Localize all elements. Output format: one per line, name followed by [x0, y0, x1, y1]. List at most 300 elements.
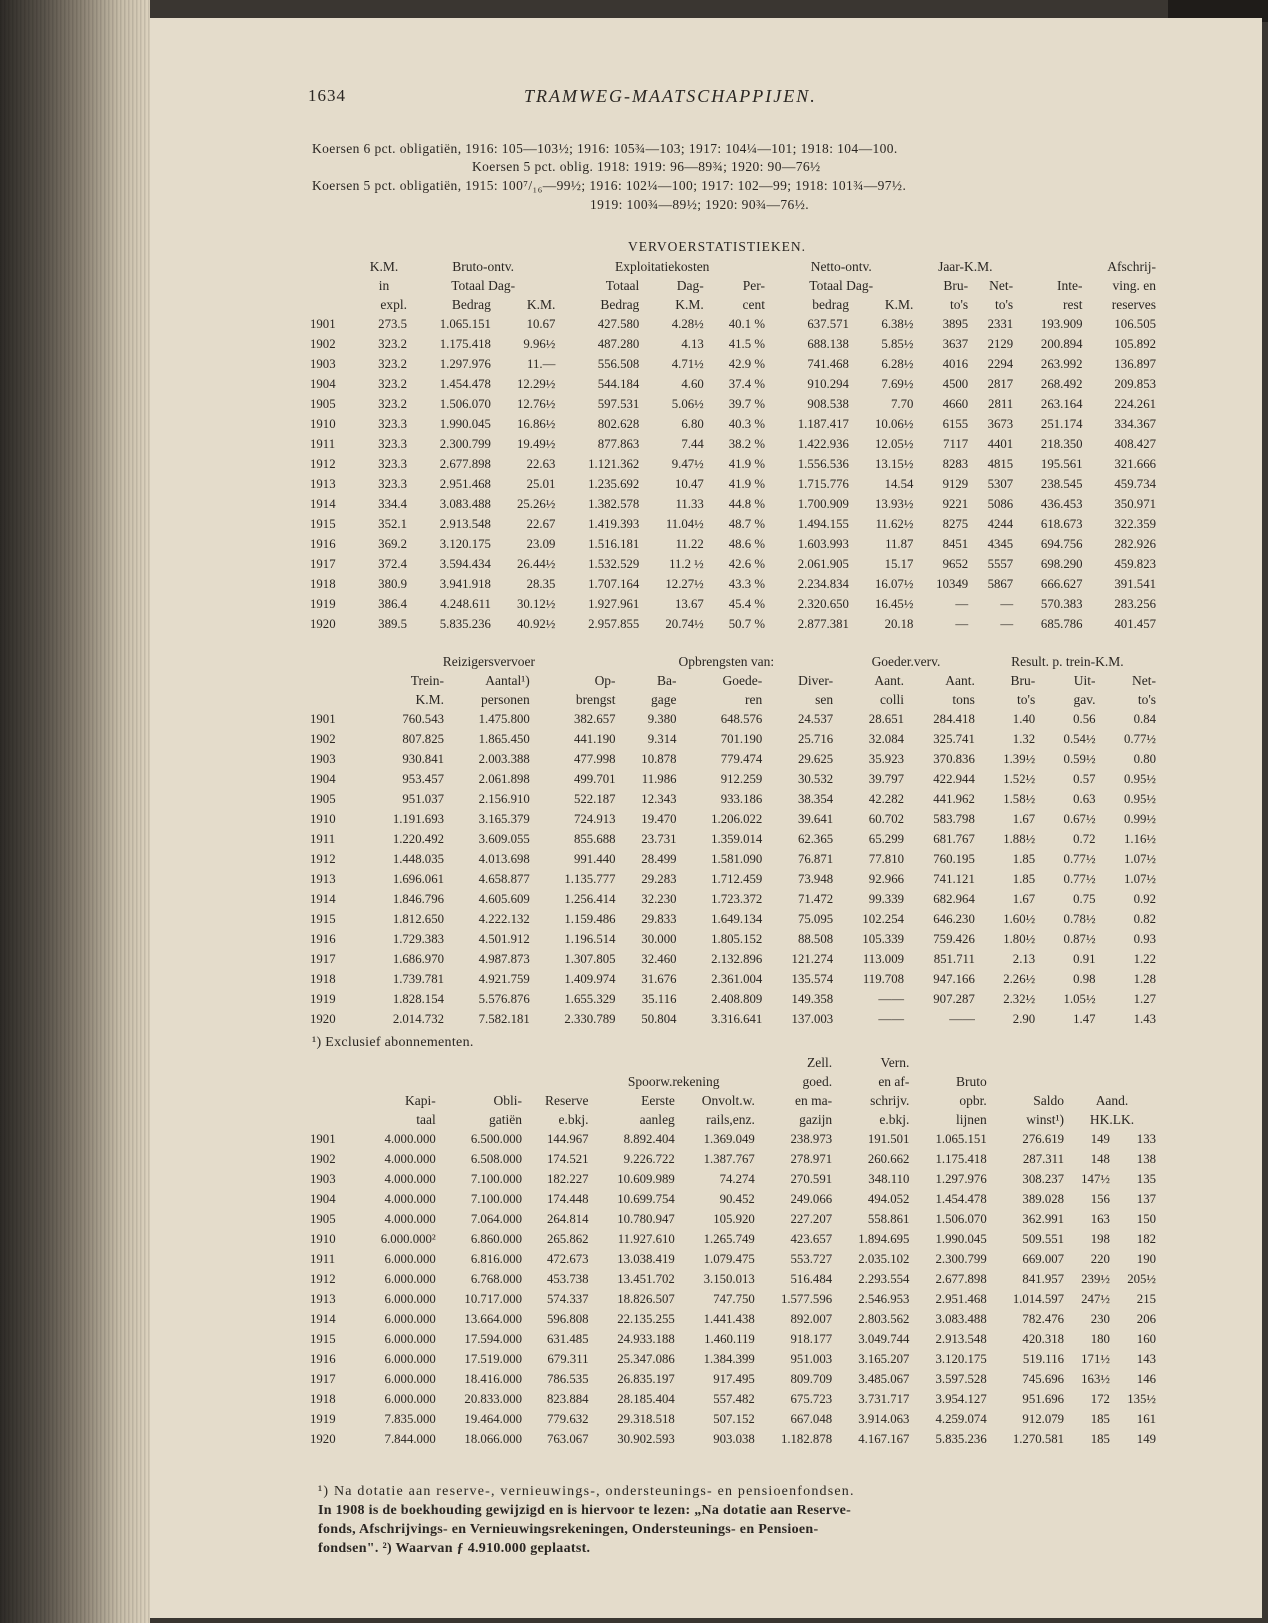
table-cell: 149.358	[791, 992, 834, 1006]
table-cell: 32.084	[868, 732, 904, 746]
table-cell: 22.63	[526, 457, 556, 471]
table-cell: 174.521	[546, 1152, 589, 1166]
table-cell: 0.95½	[1124, 772, 1156, 786]
table-cell: 20.74½	[665, 617, 704, 631]
table-row	[308, 1229, 1158, 1249]
table-cell: 323.3	[378, 477, 407, 491]
table-cell: 1.220.492	[392, 832, 444, 846]
table-cell: 263.992	[1040, 357, 1083, 371]
table-cell: 1.175.418	[935, 1152, 987, 1166]
year-cell: 1912	[310, 1272, 336, 1286]
table-cell: 1.506.070	[439, 397, 491, 411]
table-cell: 4244	[987, 517, 1014, 531]
table-cell: 6.000.000	[384, 1292, 436, 1306]
table-cell: 1.191.693	[392, 812, 444, 826]
table-cell: 121.274	[791, 952, 834, 966]
table-row	[308, 929, 1158, 949]
table-cell: 3.165.207	[858, 1352, 910, 1366]
table-cell: 22.135.255	[617, 1312, 675, 1326]
table-cell: 146	[1136, 1372, 1156, 1386]
col-sub: Totaal Dag-	[809, 278, 874, 293]
table-cell: 19.49½	[516, 437, 556, 451]
table-cell: 7.100.000	[470, 1192, 523, 1206]
table-row	[308, 1389, 1158, 1409]
table-cell: 7.064.000	[470, 1212, 523, 1226]
table-cell: 0.56	[1073, 712, 1096, 726]
table-cell: 1.556.536	[797, 457, 849, 471]
table-cell: 283.256	[1114, 597, 1156, 611]
table-cell: 1.175.418	[439, 337, 491, 351]
table-cell: 2.877.381	[797, 617, 849, 631]
table-cell: 11.62½	[875, 517, 914, 531]
table-cell: 694.756	[1040, 537, 1083, 551]
table-cell: 35.923	[868, 752, 904, 766]
table-cell: 1.419.393	[588, 517, 640, 531]
table-cell: 4.605.609	[478, 892, 530, 906]
table-cell: 3.914.063	[858, 1412, 910, 1426]
table-cell: 3.083.488	[935, 1312, 987, 1326]
table-cell: 1.369.049	[703, 1132, 755, 1146]
table-cell: 16.07½	[875, 577, 914, 591]
table-cell: 782.476	[1022, 1312, 1065, 1326]
table-cell: 163	[1090, 1212, 1110, 1226]
table-cell: 2.293.554	[858, 1272, 910, 1286]
table-cell: 0.78½	[1063, 912, 1096, 926]
balance-sheet-table	[308, 1053, 1158, 1449]
running-title: TRAMWEG-MAATSCHAPPIJEN.	[524, 86, 817, 106]
table-cell: 802.628	[597, 417, 640, 431]
table-cell: 6.38½	[881, 317, 914, 331]
table-cell: 218.350	[1040, 437, 1083, 451]
table-cell: 681.767	[933, 832, 975, 846]
col-sub: to's	[949, 297, 969, 312]
table-cell: 4.000.000	[384, 1212, 436, 1226]
table-cell: 4.13	[681, 337, 704, 351]
table-cell: 2.677.898	[439, 457, 491, 471]
table-cell: 1.67	[1012, 892, 1036, 906]
table-row	[308, 1349, 1158, 1369]
koersen-line: Koersen 5 pct. oblig. 1918: 1919: 96—89¾; 1920: 90—76½	[472, 159, 821, 174]
col-sub: Totaal	[605, 278, 640, 293]
table-cell: 11.04½	[665, 517, 704, 531]
table-cell: 90.452	[719, 1192, 755, 1206]
table-row	[308, 414, 1158, 434]
year-cell: 1916	[310, 537, 336, 551]
table-cell: 855.688	[573, 832, 616, 846]
table-cell: 760.195	[933, 852, 975, 866]
table-cell: 6.000.000	[384, 1272, 436, 1286]
table-cell: 273.5	[378, 317, 407, 331]
table-cell: 1.39½	[1003, 752, 1036, 766]
table-cell: 43.3 %	[728, 577, 766, 591]
year-cell: 1919	[310, 1412, 336, 1426]
table-cell: 1.196.514	[564, 932, 616, 946]
table-cell: 1.603.993	[797, 537, 849, 551]
col-sub: expl.	[380, 297, 407, 312]
table-cell: 1.686.970	[392, 952, 444, 966]
koersen-line: Koersen 5 pct. obligatiën, 1915: 100⁷/₁₆—99½; 1916: 102¼—100; 1917: 102—99; 1918: 101¾—97½.	[312, 178, 907, 193]
col-group: Goeder.verv.	[871, 654, 941, 669]
table-cell: 12.343	[641, 792, 677, 806]
table-cell: 763.067	[546, 1432, 589, 1446]
table-cell: 156	[1090, 1192, 1110, 1206]
table-cell: 1.812.650	[392, 912, 444, 926]
table-cell: 20.18	[884, 617, 914, 631]
col-sub: Net-	[989, 278, 1014, 293]
table-cell: 912.259	[720, 772, 763, 786]
table-body	[308, 1129, 1158, 1449]
col-sub: Dag-	[676, 278, 704, 293]
table-cell: 160	[1136, 1332, 1156, 1346]
table-cell: 1.454.478	[935, 1192, 987, 1206]
col-sub: sen	[815, 692, 834, 707]
table-cell: 10.699.754	[617, 1192, 675, 1206]
table-cell: 1.256.414	[564, 892, 616, 906]
table-cell: —	[955, 617, 969, 631]
col-sub: to's	[994, 297, 1014, 312]
col-sub: Vern.	[880, 1055, 910, 1070]
col-group: Netto-ontv.	[810, 259, 872, 274]
table-cell: 1.715.776	[797, 477, 849, 491]
table-cell: 12.05½	[875, 437, 914, 451]
year-cell: 1914	[310, 497, 336, 511]
year-cell: 1916	[310, 932, 336, 946]
table-cell: 370.836	[933, 752, 975, 766]
footnote: ¹) Exclusief abonnementen.	[312, 1035, 474, 1050]
table-cell: 16.86½	[516, 417, 556, 431]
table-cell: 18.416.000	[464, 1372, 523, 1386]
year-cell: 1911	[310, 437, 336, 451]
table-cell: 238.545	[1040, 477, 1083, 491]
koersen-line: 1919: 100¾—89½; 1920: 90¾—76½.	[590, 197, 810, 212]
table-cell: 7.844.000	[384, 1432, 436, 1446]
col-sub: Uit-	[1073, 673, 1096, 688]
table-cell: 44.8 %	[728, 497, 766, 511]
table-cell: 9.314	[647, 732, 677, 746]
table-cell: 0.77½	[1063, 872, 1096, 886]
col-sub: gatiën	[489, 1112, 523, 1127]
table-cell: 174.448	[546, 1192, 589, 1206]
year-cell: 1915	[310, 912, 336, 926]
table-cell: 2811	[988, 397, 1014, 411]
table-row	[308, 334, 1158, 354]
table-cell: 2.13	[1012, 952, 1036, 966]
table-cell: 12.76½	[516, 397, 556, 411]
table-cell: 24.537	[797, 712, 834, 726]
table-cell: 13.93½	[875, 497, 914, 511]
table-cell: 65.299	[868, 832, 904, 846]
year-cell: 1913	[310, 872, 336, 886]
col-sub: e.bkj.	[879, 1112, 910, 1127]
table-row	[308, 394, 1158, 414]
table-cell: 39.641	[797, 812, 834, 826]
table-cell: 903.038	[713, 1432, 755, 1446]
table-cell: 29.318.518	[617, 1412, 675, 1426]
table-cell: 1.700.909	[797, 497, 849, 511]
col-sub: to's	[1137, 692, 1156, 707]
table-cell: 13.15½	[875, 457, 914, 471]
table-cell: 1.079.475	[703, 1252, 755, 1266]
table-cell: 251.174	[1040, 417, 1083, 431]
table-cell: 0.57	[1073, 772, 1096, 786]
table-cell: 747.750	[713, 1292, 755, 1306]
table-cell: 4.167.167	[858, 1432, 910, 1446]
table-cell: 48.7 %	[728, 517, 766, 531]
table-cell: 17.594.000	[464, 1332, 523, 1346]
table-cell: 1.065.151	[935, 1132, 987, 1146]
table-cell: 17.519.000	[464, 1352, 523, 1366]
table-cell: 1.990.045	[439, 417, 491, 431]
footnote: In 1908 is de boekhouding gewijzigd en is hiervoor te lezen: „Na dotatie aan Reserve-	[318, 1503, 852, 1518]
table-cell: 2.951.468	[935, 1292, 987, 1306]
table-cell: 26.835.197	[617, 1372, 675, 1386]
table-cell: 2.156.910	[478, 792, 530, 806]
col-sub: colli	[880, 692, 904, 707]
table-cell: 30.000	[641, 932, 677, 946]
table-cell: 137.003	[791, 1012, 834, 1026]
table-cell: 77.810	[868, 852, 904, 866]
col-sub: ving. en	[1112, 278, 1156, 293]
table-cell: 323.2	[378, 397, 407, 411]
table-cell: 1.577.596	[780, 1292, 833, 1306]
table-cell: 1.865.450	[478, 732, 530, 746]
table-cell: 477.998	[573, 752, 616, 766]
col-sub: Bru-	[1010, 673, 1036, 688]
table-cell: 646.230	[933, 912, 975, 926]
table-cell: 9652	[942, 557, 969, 571]
table-cell: 25.26½	[516, 497, 556, 511]
table-cell: 3.485.067	[858, 1372, 910, 1386]
table-cell: 1.88½	[1003, 832, 1036, 846]
table-cell: ——	[878, 992, 904, 1006]
col-sub: Eerste	[641, 1093, 675, 1108]
table-cell: 4.28½	[671, 317, 704, 331]
col-sub: Goede-	[722, 673, 763, 688]
table-cell: 1.065.151	[439, 317, 491, 331]
table-cell: 1.729.383	[392, 932, 444, 946]
table-cell: 1.382.578	[588, 497, 640, 511]
table-cell: 6.000.000²	[380, 1232, 436, 1246]
table-cell: 28.499	[641, 852, 677, 866]
table-cell: 912.079	[1022, 1412, 1065, 1426]
table-cell: 688.138	[807, 337, 849, 351]
table-cell: 991.440	[573, 852, 616, 866]
table-cell: 9.380	[647, 712, 677, 726]
table-cell: 41.5 %	[728, 337, 766, 351]
table-cell: 76.871	[797, 852, 834, 866]
table-cell: 224.261	[1114, 397, 1156, 411]
table-cell: 62.365	[797, 832, 834, 846]
table-cell: 99.339	[868, 892, 904, 906]
table-cell: 1.581.090	[711, 852, 763, 866]
table-cell: 35.116	[641, 992, 677, 1006]
table-row	[308, 534, 1158, 554]
table-cell: 4660	[942, 397, 969, 411]
table-cell: 14.54	[884, 477, 914, 491]
table-row	[308, 374, 1158, 394]
table-cell: 19.464.000	[464, 1412, 523, 1426]
table-cell: 472.673	[546, 1252, 589, 1266]
table-cell: 519.116	[1022, 1352, 1065, 1366]
col-sub: Per-	[742, 278, 766, 293]
year-cell: 1902	[310, 732, 336, 746]
table-row	[308, 1409, 1158, 1429]
table-cell: 3.083.488	[439, 497, 491, 511]
table-cell: 60.702	[868, 812, 904, 826]
col-sub: Aantal¹)	[485, 673, 530, 688]
table-cell: 1.07½	[1124, 852, 1156, 866]
table-cell: 195.561	[1040, 457, 1083, 471]
table-cell: 3.597.528	[935, 1372, 987, 1386]
col-sub: brengst	[575, 692, 616, 707]
year-cell: 1904	[310, 1192, 336, 1206]
table-cell: 3.594.434	[439, 557, 491, 571]
col-sub: in	[378, 278, 390, 293]
col-sub: winst¹)	[1026, 1112, 1065, 1127]
table-cell: 40.92½	[516, 617, 556, 631]
col-sub: Zell.	[807, 1055, 833, 1070]
table-cell: 163½	[1081, 1372, 1110, 1386]
table-cell: 0.98	[1073, 972, 1096, 986]
table-cell: 5.835.236	[439, 617, 491, 631]
col-sub: e.bkj.	[558, 1112, 589, 1127]
table-cell: 2.061.905	[797, 557, 849, 571]
table-cell: 553.727	[790, 1252, 833, 1266]
table-cell: 135	[1136, 1172, 1156, 1186]
year-cell: 1919	[310, 992, 336, 1006]
table-cell: 40.1 %	[728, 317, 766, 331]
year-cell: 1920	[310, 1012, 336, 1026]
table-cell: 2.330.789	[564, 1012, 616, 1026]
table-cell: 321.666	[1114, 457, 1156, 471]
table-cell: 45.4 %	[728, 597, 766, 611]
table-cell: 147½	[1081, 1172, 1110, 1186]
table-cell: 509.551	[1022, 1232, 1065, 1246]
table-cell: 38.354	[797, 792, 834, 806]
table-cell: 3637	[942, 337, 969, 351]
table-cell: 12.27½	[665, 577, 704, 591]
col-sub: gazijn	[799, 1112, 833, 1127]
table-row	[308, 594, 1158, 614]
table-cell: 133	[1136, 1132, 1156, 1146]
table-cell: 41.9 %	[728, 477, 766, 491]
table-cell: 4.013.698	[478, 852, 530, 866]
table-cell: 2.300.799	[935, 1252, 987, 1266]
table-cell: 2.132.896	[711, 952, 763, 966]
table-cell: 675.723	[790, 1392, 833, 1406]
table-cell: 6.000.000	[384, 1372, 436, 1386]
col-sub: en ma-	[795, 1093, 833, 1108]
table-cell: 26.44½	[516, 557, 556, 571]
col-sub: Inte-	[1057, 278, 1083, 293]
table-cell: 3.954.127	[935, 1392, 987, 1406]
year-cell: 1910	[310, 812, 336, 826]
year-cell: 1920	[310, 1432, 336, 1446]
table-cell: 0.77½	[1063, 852, 1096, 866]
table-cell: 4.000.000	[384, 1152, 436, 1166]
table-cell: 25.01	[526, 477, 556, 491]
year-cell: 1902	[310, 1152, 336, 1166]
table-cell: 4500	[942, 377, 969, 391]
table-cell: 1.297.976	[439, 357, 491, 371]
table-cell: 1.28	[1133, 972, 1156, 986]
table-cell: 2.32½	[1003, 992, 1036, 1006]
table-cell: 7.100.000	[470, 1172, 523, 1186]
table-cell: 334.367	[1114, 417, 1156, 431]
table-cell: 137	[1136, 1192, 1156, 1206]
table-cell: 760.543	[402, 712, 444, 726]
table-cell: 907.287	[933, 992, 975, 1006]
table-cell: 386.4	[378, 597, 407, 611]
table-cell: 522.187	[573, 792, 616, 806]
table-row	[308, 314, 1158, 334]
traffic-statistics-table	[308, 257, 1158, 634]
table-cell: 1.159.486	[564, 912, 616, 926]
table-cell: 113.009	[862, 952, 904, 966]
table-cell: 1.67	[1012, 812, 1036, 826]
table-cell: 570.383	[1040, 597, 1083, 611]
table-cell: 25.347.086	[617, 1352, 675, 1366]
col-sub: Reserve	[545, 1093, 589, 1108]
section-title: VERVOERSTATISTIEKEN.	[628, 239, 806, 254]
table-cell: 583.798	[933, 812, 975, 826]
table-cell: 1.47	[1073, 1012, 1096, 1026]
table-cell: 30.12½	[516, 597, 556, 611]
table-cell: 28.185.404	[617, 1392, 675, 1406]
col-sub: Saldo	[1033, 1093, 1065, 1108]
table-cell: 0.54½	[1063, 732, 1096, 746]
table-cell: 238.973	[790, 1132, 833, 1146]
table-cell: 32.230	[641, 892, 677, 906]
table-cell: 102.254	[862, 912, 904, 926]
table-cell: 323.3	[378, 437, 407, 451]
col-sub: cent	[742, 297, 766, 312]
table-cell: 556.508	[597, 357, 640, 371]
table-row	[308, 749, 1158, 769]
table-cell: 1.16½	[1124, 832, 1156, 846]
table-cell: —	[955, 597, 969, 611]
year-cell: 1912	[310, 457, 336, 471]
table-cell: 171½	[1081, 1352, 1110, 1366]
table-cell: 618.673	[1040, 517, 1083, 531]
year-cell: 1903	[310, 752, 336, 766]
table-cell: 6.000.000	[384, 1252, 436, 1266]
table-cell: 4.60	[681, 377, 704, 391]
table-cell: 1.206.022	[711, 812, 763, 826]
year-cell: 1904	[310, 772, 336, 786]
table-cell: 40.3 %	[728, 417, 766, 431]
year-cell: 1902	[310, 337, 336, 351]
table-cell: 230	[1090, 1312, 1110, 1326]
table-row	[308, 1169, 1158, 1189]
footnote: fondsen". ²) Waarvan ƒ 4.910.000 geplaatst.	[318, 1541, 591, 1556]
year-cell: 1904	[310, 377, 336, 391]
table-cell: 138	[1136, 1152, 1156, 1166]
table-cell: 276.619	[1022, 1132, 1065, 1146]
table-cell: 8451	[942, 537, 969, 551]
page-number: 1634	[308, 86, 346, 105]
table-row	[308, 1269, 1158, 1289]
table-header-row	[308, 257, 1158, 276]
table-cell: 908.538	[807, 397, 849, 411]
table-cell: 380.9	[378, 577, 407, 591]
table-cell: 18.066.000	[464, 1432, 523, 1446]
table-cell: 323.2	[378, 357, 407, 371]
table-cell: 143	[1136, 1352, 1156, 1366]
table-cell: 951.037	[402, 792, 444, 806]
col-sub: Ba-	[657, 673, 677, 688]
table-cell: 239½	[1081, 1272, 1110, 1286]
